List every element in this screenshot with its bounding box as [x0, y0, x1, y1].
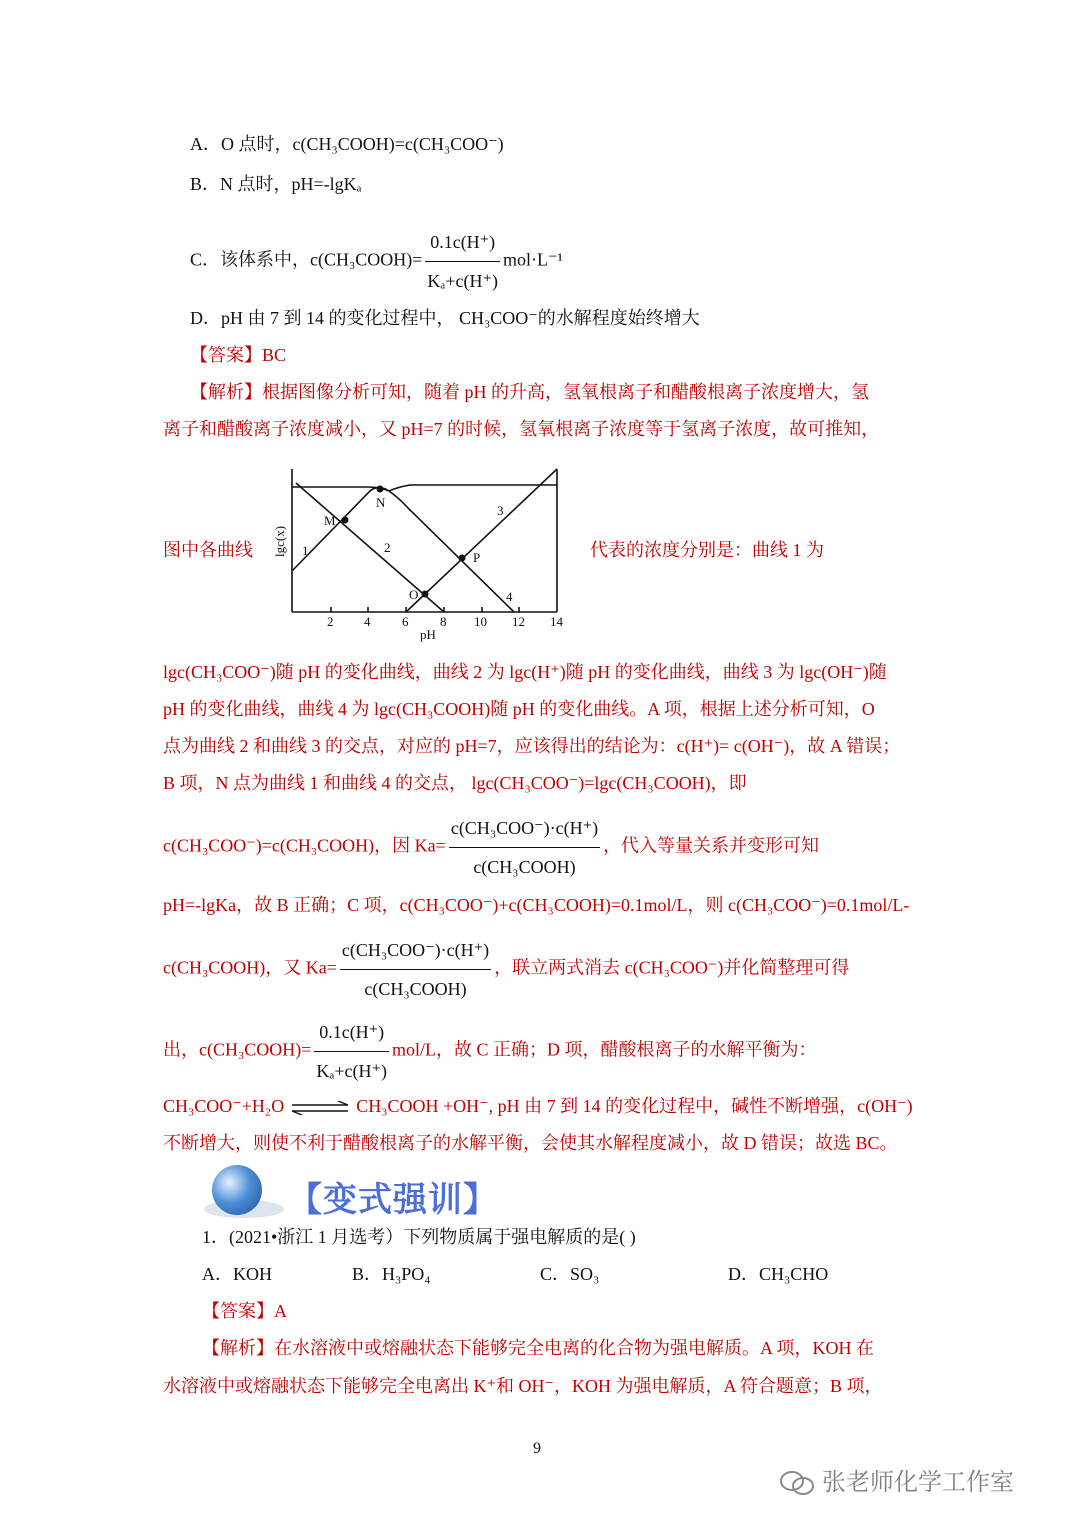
analysis-line-7: B 项，N 点为曲线 1 和曲线 4 的交点， lgc(CH₃COO⁻)=lgc(CH₃COOH)，即 [163, 773, 747, 793]
q2-stem: 1．(2021•浙江 1 月选考）下列物质属于强电解质的是( ) [202, 1227, 636, 1247]
curve-label-1: 1 [302, 543, 309, 558]
ka-fraction [449, 812, 600, 883]
label-n: N [376, 495, 386, 510]
equation-left: CH₃COO⁻+H₂O [163, 1096, 285, 1116]
curve-1 [292, 488, 389, 572]
tick-label: 14 [550, 614, 563, 629]
label-m: M [324, 513, 336, 528]
analysis-line-8 [163, 812, 819, 883]
tick-label: 12 [512, 614, 525, 629]
curve-label-2: 2 [384, 540, 391, 555]
ka2-fraction [340, 934, 491, 1005]
watermark-text: 张老师化学工作室 [822, 1468, 1014, 1496]
option-c-unit: mol·L⁻¹ [502, 249, 563, 270]
analysis2-line-1: 【解析】在水溶液中或熔融状态下能够完全电离的化合物为强电解质。A 项，KOH 在 [202, 1338, 874, 1358]
answer-label: 【答案】BC [190, 345, 287, 365]
ka2-prefix: c(CH₃COOH)，又 Ka= [163, 957, 337, 978]
analysis-line-3b: 代表的浓度分别是：曲线 1 为 [590, 540, 824, 560]
fraction-denominator: c(CH₃COOH) [473, 857, 576, 877]
point-o [422, 591, 429, 598]
fraction-denominator: c(CH₃COOH) [364, 979, 467, 999]
analysis-line-5: pH 的变化曲线，曲线 4 为 lgc(CH₃COOH)随 pH 的变化曲线。A 项，根据上述分析可知，O [163, 699, 875, 719]
tick-label: 6 [402, 614, 409, 629]
total-line [292, 485, 557, 491]
section-title: 【变式强训】 [288, 1180, 498, 1220]
ka-prefix: c(CH₃COO⁻)=c(CH₃COOH)，因 Ka= [163, 835, 446, 856]
fraction-numerator: 0.1c(H⁺) [314, 1016, 389, 1052]
point-p [459, 555, 466, 562]
analysis-line-4: lgc(CH₃COO⁻)随 pH 的变化曲线，曲线 2 为 lgc(H⁺)随 pH 的变化曲线，曲线 3 为 lgc(OH⁻)随 [163, 662, 887, 682]
answer2-label: 【答案】A [202, 1301, 287, 1321]
analysis-line-10 [163, 934, 849, 1005]
fraction-numerator: 0.1c(H⁺) [425, 226, 500, 262]
analysis-line-2: 离子和醋酸离子浓度减小，又 pH=7 的时候，氢氧根离子浓度等于氢离子浓度，故可推知， [163, 419, 880, 439]
tick-label: 8 [440, 614, 447, 629]
fraction-denominator: Kₐ+c(H⁺) [316, 1061, 387, 1081]
label-p: P [473, 550, 481, 565]
curve-4 [389, 491, 514, 612]
point-m [342, 517, 349, 524]
analysis-line-13: 不断增大，则使不利于醋酸根离子的水解平衡，会使其水解程度减小，故 D 错误；故选 BC。 [163, 1133, 898, 1153]
option-c-fraction [425, 226, 500, 297]
q2-option-b: B．H₃PO₄ [352, 1264, 431, 1284]
analysis-line-11 [163, 1016, 817, 1087]
option-c-prefix: C．该体系中，c(CH₃COOH)= [190, 249, 423, 270]
curve-label-3: 3 [497, 503, 504, 518]
analysis2-line-2: 水溶液中或熔融状态下能够完全电离出 K⁺和 OH⁻，KOH 为强电解质，A 符合题意；B 项， [163, 1376, 883, 1396]
fraction-denominator: Kₐ+c(H⁺) [427, 271, 498, 291]
ka-suffix: ，代入等量关系并变形可知 [603, 835, 820, 856]
q2-option-d: D．CH₃CHO [728, 1264, 829, 1284]
curve-3 [406, 469, 557, 612]
c-suffix: mol/L，故 C 正确；D 项，醋酸根离子的水解平衡为： [391, 1039, 817, 1060]
tick-label: 2 [327, 614, 334, 629]
wechat-icon [778, 1469, 816, 1497]
analysis-line-1: 【解析】根据图像分析可知，随着 pH 的升高，氢氧根离子和醋酸根离子浓度增大，氢 [190, 382, 869, 402]
analysis-line-3a: 图中各曲线 [163, 540, 253, 560]
analysis-line-12 [163, 1094, 913, 1118]
point-n [377, 486, 384, 493]
c-fraction [314, 1016, 389, 1087]
option-b: B．N 点时，pH=-lgKₐ [190, 174, 362, 194]
label-o: O [409, 587, 419, 602]
ka2-suffix: ，联立两式消去 c(CH₃COO⁻)并化简整理可得 [494, 957, 850, 978]
c-prefix: 出，c(CH₃COOH)= [163, 1039, 312, 1060]
option-d: D．pH 由 7 到 14 的变化过程中， CH₃COO⁻的水解程度始终增大 [190, 308, 700, 328]
analysis-line-9: pH=-lgKa，故 B 正确；C 项，c(CH₃COO⁻)+c(CH₃COOH)=0.1mol/L，则 c(CH₃COO⁻)=0.1mol/L- [163, 895, 910, 915]
globe-icon [212, 1165, 262, 1215]
q2-option-c: C．SO₃ [540, 1264, 600, 1284]
fraction-numerator: c(CH₃COO⁻)·c(H⁺) [340, 934, 491, 970]
q2-option-a: A．KOH [202, 1264, 272, 1284]
tick-label: 10 [474, 614, 487, 629]
watermark [778, 1462, 1014, 1497]
option-a: A．O 点时，c(CH₃COOH)=c(CH₃COO⁻) [190, 134, 504, 154]
x-axis-label: pH [420, 627, 436, 642]
ph-curve-chart [262, 465, 572, 645]
tick-label: 4 [364, 614, 371, 629]
analysis-line-6: 点为曲线 2 和曲线 3 的交点，对应的 pH=7，应该得出的结论为：c(H⁺)= c(OH⁻)，故 A 错误； [163, 736, 901, 756]
y-axis-label: lgc(x) [272, 525, 287, 557]
curve-label-4: 4 [506, 589, 513, 604]
option-c [190, 226, 563, 297]
equilibrium-arrow-icon [290, 1101, 350, 1115]
page-number: 9 [533, 1440, 541, 1457]
fraction-numerator: c(CH₃COO⁻)·c(H⁺) [449, 812, 600, 848]
equation-right: CH₃COOH +OH⁻, pH 由 7 到 14 的变化过程中，碱性不断增强，c(OH⁻) [356, 1096, 913, 1116]
